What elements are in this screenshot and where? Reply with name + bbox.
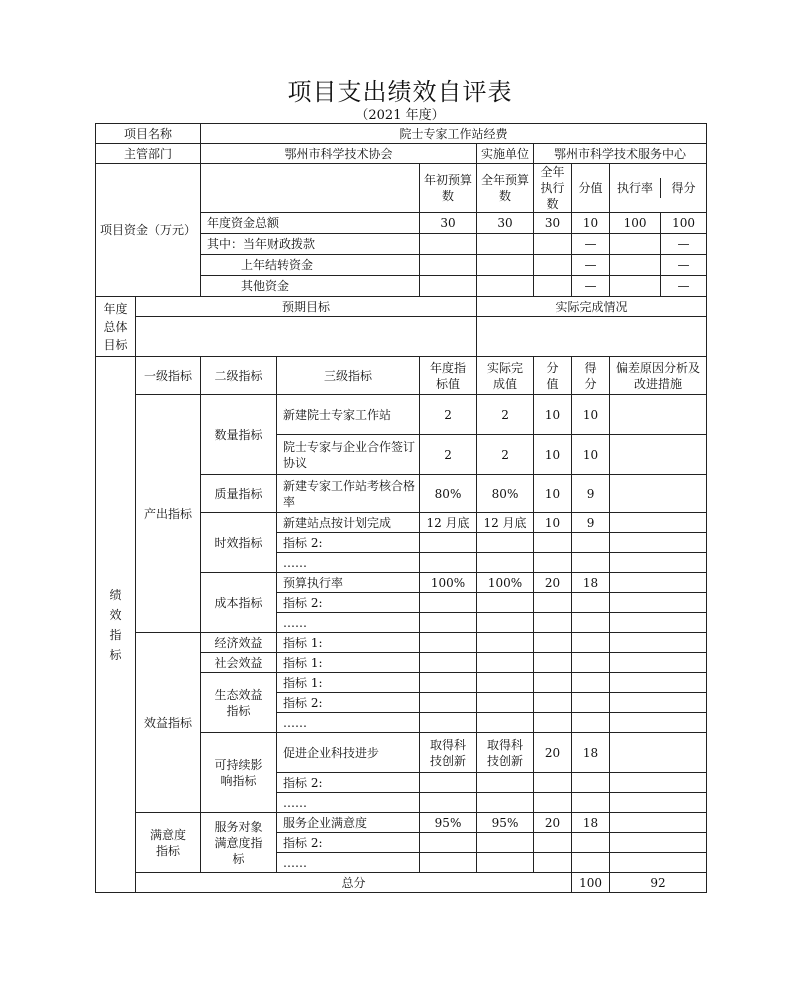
ind-header: 二级指标 — [201, 357, 277, 395]
funds-cell — [420, 234, 477, 255]
funds-cell — [534, 234, 572, 255]
ind-actual: 100% — [477, 573, 534, 593]
ind-name: …… — [277, 553, 420, 573]
funds-cell: — — [677, 237, 690, 251]
expected-goal-header: 预期目标 — [136, 297, 477, 317]
actual-goal-value — [477, 317, 707, 357]
ind-target: 100% — [420, 573, 477, 593]
funds-cell — [534, 276, 572, 297]
total-score: 100 — [572, 873, 610, 893]
funds-header: 全年预算数 — [477, 164, 534, 213]
ind-header: 年度指标值 — [420, 357, 477, 395]
ind-name: 指标 2: — [277, 533, 420, 553]
ind-name: 院士专家与企业合作签订协议 — [277, 435, 420, 475]
ind-name: 指标 2: — [277, 593, 420, 613]
ind-score: 20 — [534, 813, 572, 833]
ind-actual: 2 — [477, 435, 534, 475]
ind-score: 10 — [534, 435, 572, 475]
ind-header: 实际完成值 — [477, 357, 534, 395]
funds-cell: 10 — [572, 213, 610, 234]
ind-name: …… — [277, 793, 420, 813]
ind-header: 三级指标 — [277, 357, 420, 395]
ind-name: 预算执行率 — [277, 573, 420, 593]
level2-timeliness: 时效指标 — [201, 513, 277, 573]
funds-cell: — — [572, 276, 610, 297]
ind-header: 得分 — [572, 357, 610, 395]
ind-got: 10 — [572, 435, 610, 475]
ind-target: 95% — [420, 813, 477, 833]
ind-score: 20 — [534, 733, 572, 773]
impl-value: 鄂州市科学技术服务中心 — [534, 144, 707, 164]
page-title: 项目支出绩效自评表 — [287, 78, 513, 106]
ind-score: 10 — [534, 395, 572, 435]
funds-cell — [420, 255, 477, 276]
ind-note — [610, 435, 707, 475]
ind-score: 10 — [534, 475, 572, 513]
ind-name: 指标 1: — [277, 673, 420, 693]
ind-name: 指标 2: — [277, 693, 420, 713]
ind-note — [610, 513, 707, 533]
funds-row-label: 上年结转资金 — [201, 255, 420, 276]
project-name-label: 项目名称 — [96, 124, 201, 144]
funds-header: 年初预算数 — [420, 164, 477, 213]
total-label: 总分 — [136, 873, 572, 893]
project-name-value: 院士专家工作站经费 — [201, 124, 707, 144]
expected-goal-value — [136, 317, 477, 357]
ind-name: 服务企业满意度 — [277, 813, 420, 833]
funds-cell — [477, 255, 534, 276]
funds-cell: — — [677, 279, 690, 293]
funds-cell: 30 — [534, 213, 572, 234]
ind-name: 指标 1: — [277, 633, 420, 653]
level2-sustainable: 可持续影响指标 — [201, 733, 277, 813]
ind-target: 80% — [420, 475, 477, 513]
funds-row-label: 年度资金总额 — [201, 213, 420, 234]
ind-got: 18 — [572, 813, 610, 833]
ind-name: …… — [277, 613, 420, 633]
funds-label: 项目资金（万元） — [96, 164, 201, 297]
funds-cell: — — [677, 258, 690, 272]
ind-actual: 取得科技创新 — [477, 733, 534, 773]
ind-got: 9 — [572, 475, 610, 513]
funds-cell: 100 — [610, 213, 661, 233]
ind-target: 取得科技创新 — [420, 733, 477, 773]
level2-quantity: 数量指标 — [201, 395, 277, 475]
ind-name: 新建院士专家工作站 — [277, 395, 420, 435]
level2-quality: 质量指标 — [201, 475, 277, 513]
ind-header: 分值 — [534, 357, 572, 395]
funds-cell: 30 — [477, 213, 534, 234]
ind-name: …… — [277, 713, 420, 733]
ind-name: 指标 2: — [277, 773, 420, 793]
ind-note — [610, 573, 707, 593]
ind-got: 18 — [572, 733, 610, 773]
funds-header: 全年执行数 — [534, 164, 572, 213]
funds-header: 分值 — [572, 164, 610, 213]
funds-cell — [420, 276, 477, 297]
ind-header: 一级指标 — [136, 357, 201, 395]
goals-label: 年度总体目标 — [96, 297, 136, 357]
funds-cell: — — [572, 234, 610, 255]
ind-actual: 12 月底 — [477, 513, 534, 533]
dept-label: 主管部门 — [96, 144, 201, 164]
ind-actual: 95% — [477, 813, 534, 833]
ind-score: 20 — [534, 573, 572, 593]
funds-cell — [477, 234, 534, 255]
ind-got: 10 — [572, 395, 610, 435]
ind-target: 2 — [420, 435, 477, 475]
ind-name: 指标 1: — [277, 653, 420, 673]
funds-cell: — — [572, 255, 610, 276]
ind-name: 指标 2: — [277, 833, 420, 853]
level1-output: 产出指标 — [136, 395, 201, 633]
ind-name: 新建站点按计划完成 — [277, 513, 420, 533]
ind-name: …… — [277, 853, 420, 873]
funds-cell: 100 — [672, 216, 695, 230]
funds-cell — [534, 255, 572, 276]
level1-benefit: 效益指标 — [136, 633, 201, 813]
dept-value: 鄂州市科学技术协会 — [201, 144, 477, 164]
ind-note — [610, 395, 707, 435]
actual-goal-header: 实际完成情况 — [477, 297, 707, 317]
funds-row-label: 其他资金 — [201, 276, 420, 297]
indicators-section-label: 绩效指标 — [96, 357, 136, 893]
ind-target: 12 月底 — [420, 513, 477, 533]
funds-header: 执行率 — [610, 178, 661, 198]
level1-satisfaction: 满意度指标 — [136, 813, 201, 873]
total-got: 92 — [610, 873, 707, 893]
ind-note — [610, 813, 707, 833]
ind-name: 促进企业科技进步 — [277, 733, 420, 773]
level2-social: 社会效益 — [201, 653, 277, 673]
ind-note — [610, 475, 707, 513]
ind-target: 2 — [420, 395, 477, 435]
ind-score: 10 — [534, 513, 572, 533]
funds-cell: 30 — [420, 213, 477, 234]
funds-row-label: 其中：当年财政拨款 — [201, 234, 420, 255]
ind-actual: 2 — [477, 395, 534, 435]
ind-got: 18 — [572, 573, 610, 593]
page-subtitle: （2021 年度） — [355, 108, 445, 123]
funds-cell — [477, 276, 534, 297]
funds-cell — [610, 255, 661, 275]
performance-table — [95, 123, 707, 893]
funds-cell — [610, 234, 661, 254]
level2-cost: 成本指标 — [201, 573, 277, 633]
ind-actual: 80% — [477, 475, 534, 513]
level2-economic: 经济效益 — [201, 633, 277, 653]
ind-header: 偏差原因分析及改进措施 — [610, 357, 707, 395]
level2-service-satisfaction: 服务对象满意度指标 — [201, 813, 277, 873]
funds-cell — [610, 276, 661, 296]
ind-name: 新建专家工作站考核合格率 — [277, 475, 420, 513]
level2-ecological: 生态效益指标 — [201, 673, 277, 733]
ind-note — [610, 733, 707, 773]
funds-header: 得分 — [671, 181, 696, 195]
ind-got: 9 — [572, 513, 610, 533]
impl-label: 实施单位 — [477, 144, 534, 164]
